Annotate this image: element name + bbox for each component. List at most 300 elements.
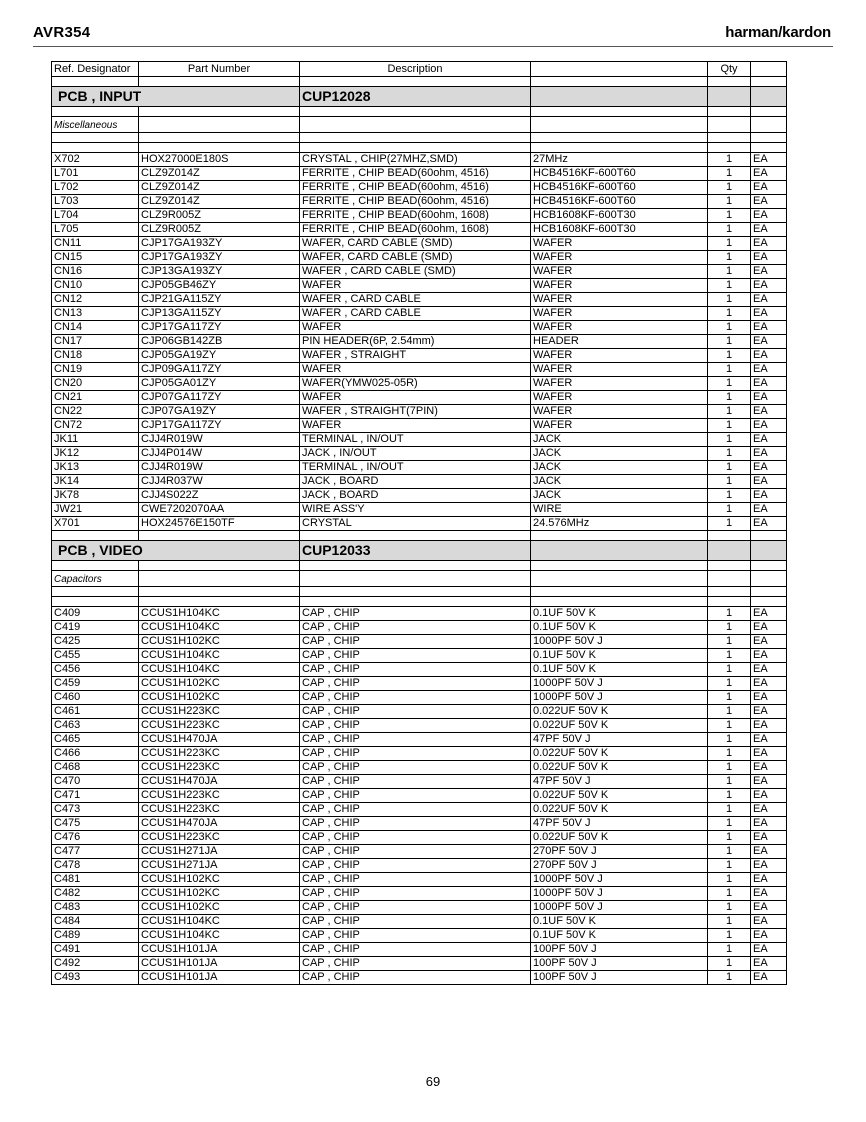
part-number-cell: CCUS1H470JA <box>139 775 300 789</box>
table-row <box>52 279 787 293</box>
part-number-cell: CCUS1H104KC <box>139 663 300 677</box>
description-cell: TERMINAL , IN/OUT <box>300 461 531 475</box>
empty-cell <box>300 133 531 143</box>
ref-designator-cell: C466 <box>52 747 139 761</box>
empty-cell <box>300 587 531 597</box>
empty-cell <box>708 107 751 117</box>
table-row <box>52 747 787 761</box>
table-row <box>52 195 787 209</box>
empty-cell <box>751 541 787 561</box>
description-cell: CAP , CHIP <box>300 957 531 971</box>
ref-designator-cell: CN17 <box>52 335 139 349</box>
spec-cell: HCB1608KF-600T30 <box>531 209 708 223</box>
qty-cell: 1 <box>708 335 751 349</box>
description-cell: WAFER <box>300 419 531 433</box>
empty-cell <box>708 143 751 153</box>
table-row <box>52 901 787 915</box>
unit-cell: EA <box>751 789 787 803</box>
empty-cell <box>708 117 751 133</box>
table-row <box>52 803 787 817</box>
col-description: Description <box>300 62 531 77</box>
description-cell: CAP , CHIP <box>300 943 531 957</box>
spacer-row <box>52 597 787 607</box>
unit-cell: EA <box>751 733 787 747</box>
qty-cell: 1 <box>708 831 751 845</box>
spec-cell: 0.022UF 50V K <box>531 761 708 775</box>
empty-cell <box>708 531 751 541</box>
ref-designator-cell: CN14 <box>52 321 139 335</box>
description-cell: CAP , CHIP <box>300 663 531 677</box>
part-number-cell: CCUS1H102KC <box>139 691 300 705</box>
description-cell: CAP , CHIP <box>300 817 531 831</box>
part-number-cell: HOX27000E180S <box>139 153 300 167</box>
unit-cell: EA <box>751 971 787 985</box>
ref-designator-cell: C461 <box>52 705 139 719</box>
ref-designator-cell: C477 <box>52 845 139 859</box>
spec-cell: HEADER <box>531 335 708 349</box>
unit-cell: EA <box>751 223 787 237</box>
table-row <box>52 733 787 747</box>
table-row <box>52 321 787 335</box>
part-number-cell: CJP17GA117ZY <box>139 321 300 335</box>
unit-cell: EA <box>751 621 787 635</box>
table-row <box>52 663 787 677</box>
table-row <box>52 223 787 237</box>
empty-cell <box>531 561 708 571</box>
table-row <box>52 873 787 887</box>
ref-designator-cell: CN15 <box>52 251 139 265</box>
part-number-cell: CCUS1H223KC <box>139 789 300 803</box>
table-row <box>52 475 787 489</box>
unit-cell: EA <box>751 719 787 733</box>
qty-cell: 1 <box>708 153 751 167</box>
description-cell: CRYSTAL , CHIP(27MHZ,SMD) <box>300 153 531 167</box>
part-number-cell: CJP06GB142ZB <box>139 335 300 349</box>
ref-designator-cell: JW21 <box>52 503 139 517</box>
part-number-cell: CCUS1H470JA <box>139 817 300 831</box>
ref-designator-cell: CN10 <box>52 279 139 293</box>
ref-designator-cell: CN21 <box>52 391 139 405</box>
part-number-cell: CCUS1H470JA <box>139 733 300 747</box>
spec-cell: JACK <box>531 433 708 447</box>
part-number-cell: CCUS1H104KC <box>139 621 300 635</box>
table-row <box>52 831 787 845</box>
part-number-cell: CCUS1H223KC <box>139 761 300 775</box>
ref-designator-cell: C473 <box>52 803 139 817</box>
table-row <box>52 691 787 705</box>
table-row <box>52 419 787 433</box>
ref-designator-cell: JK13 <box>52 461 139 475</box>
spec-cell: 0.1UF 50V K <box>531 649 708 663</box>
part-number-cell: CCUS1H101JA <box>139 957 300 971</box>
spec-cell: WAFER <box>531 279 708 293</box>
section-header-row <box>52 87 787 107</box>
spec-cell: JACK <box>531 489 708 503</box>
unit-cell: EA <box>751 873 787 887</box>
part-number-cell: CCUS1H104KC <box>139 649 300 663</box>
empty-cell <box>300 571 531 587</box>
empty-cell <box>52 107 139 117</box>
unit-cell: EA <box>751 419 787 433</box>
spec-cell: 0.022UF 50V K <box>531 789 708 803</box>
unit-cell: EA <box>751 391 787 405</box>
description-cell: CAP , CHIP <box>300 761 531 775</box>
empty-cell <box>531 587 708 597</box>
description-cell: JACK , BOARD <box>300 489 531 503</box>
part-number-cell: CJP13GA115ZY <box>139 307 300 321</box>
ref-designator-cell: L704 <box>52 209 139 223</box>
description-cell: CAP , CHIP <box>300 859 531 873</box>
spec-cell: 270PF 50V J <box>531 845 708 859</box>
empty-cell <box>52 143 139 153</box>
unit-cell: EA <box>751 817 787 831</box>
part-number-cell: CCUS1H101JA <box>139 943 300 957</box>
qty-cell: 1 <box>708 803 751 817</box>
spec-cell: 0.1UF 50V K <box>531 663 708 677</box>
empty-cell <box>751 133 787 143</box>
ref-designator-cell: C471 <box>52 789 139 803</box>
ref-designator-cell: C460 <box>52 691 139 705</box>
qty-cell: 1 <box>708 677 751 691</box>
table-row <box>52 705 787 719</box>
table-row <box>52 887 787 901</box>
unit-cell: EA <box>751 691 787 705</box>
empty-cell <box>52 531 139 541</box>
empty-cell <box>300 597 531 607</box>
unit-cell: EA <box>751 475 787 489</box>
unit-cell: EA <box>751 279 787 293</box>
spec-cell: 100PF 50V J <box>531 971 708 985</box>
unit-cell: EA <box>751 635 787 649</box>
qty-cell: 1 <box>708 901 751 915</box>
spacer-row <box>52 77 787 87</box>
empty-cell <box>300 531 531 541</box>
empty-cell <box>751 117 787 133</box>
spec-cell: 0.1UF 50V K <box>531 929 708 943</box>
table-row <box>52 181 787 195</box>
table-row <box>52 957 787 971</box>
table-row <box>52 503 787 517</box>
table-row <box>52 859 787 873</box>
subsection-title: Capacitors <box>52 571 139 587</box>
ref-designator-cell: CN22 <box>52 405 139 419</box>
spec-cell: WAFER <box>531 391 708 405</box>
qty-cell: 1 <box>708 363 751 377</box>
unit-cell: EA <box>751 803 787 817</box>
qty-cell: 1 <box>708 195 751 209</box>
empty-cell <box>751 587 787 597</box>
spec-cell: 100PF 50V J <box>531 943 708 957</box>
unit-cell: EA <box>751 153 787 167</box>
unit-cell: EA <box>751 363 787 377</box>
part-number-cell: CCUS1H102KC <box>139 887 300 901</box>
table-row <box>52 363 787 377</box>
part-number-cell: CCUS1H271JA <box>139 859 300 873</box>
qty-cell: 1 <box>708 293 751 307</box>
unit-cell: EA <box>751 349 787 363</box>
ref-designator-cell: X702 <box>52 153 139 167</box>
description-cell: FERRITE , CHIP BEAD(60ohm, 4516) <box>300 181 531 195</box>
description-cell: FERRITE , CHIP BEAD(60ohm, 1608) <box>300 209 531 223</box>
ref-designator-cell: CN18 <box>52 349 139 363</box>
section-part-number: CUP12033 <box>300 541 531 561</box>
empty-cell <box>708 597 751 607</box>
unit-cell: EA <box>751 761 787 775</box>
part-number-cell: CCUS1H102KC <box>139 901 300 915</box>
part-number-cell: CCUS1H104KC <box>139 929 300 943</box>
unit-cell: EA <box>751 167 787 181</box>
parts-table-body <box>52 62 787 985</box>
unit-cell: EA <box>751 845 787 859</box>
unit-cell: EA <box>751 649 787 663</box>
table-row <box>52 775 787 789</box>
ref-designator-cell: C425 <box>52 635 139 649</box>
ref-designator-cell: C455 <box>52 649 139 663</box>
unit-cell: EA <box>751 957 787 971</box>
unit-cell: EA <box>751 517 787 531</box>
spec-cell: JACK <box>531 475 708 489</box>
empty-cell <box>531 531 708 541</box>
empty-cell <box>708 133 751 143</box>
part-number-cell: CCUS1H223KC <box>139 803 300 817</box>
table-row <box>52 391 787 405</box>
subsection-row <box>52 571 787 587</box>
spec-cell: 0.022UF 50V K <box>531 705 708 719</box>
part-number-cell: CCUS1H102KC <box>139 873 300 887</box>
part-number-cell: CJJ4R019W <box>139 461 300 475</box>
ref-designator-cell: C409 <box>52 607 139 621</box>
spec-cell: JACK <box>531 461 708 475</box>
column-header-row <box>52 62 787 77</box>
qty-cell: 1 <box>708 873 751 887</box>
ref-designator-cell: C456 <box>52 663 139 677</box>
table-row <box>52 635 787 649</box>
empty-cell <box>139 77 300 87</box>
empty-cell <box>531 133 708 143</box>
ref-designator-cell: C492 <box>52 957 139 971</box>
empty-cell <box>531 77 708 87</box>
qty-cell: 1 <box>708 859 751 873</box>
empty-cell <box>751 143 787 153</box>
empty-cell <box>300 143 531 153</box>
qty-cell: 1 <box>708 237 751 251</box>
spec-cell: WAFER <box>531 293 708 307</box>
table-row <box>52 447 787 461</box>
description-cell: JACK , BOARD <box>300 475 531 489</box>
qty-cell: 1 <box>708 649 751 663</box>
empty-cell <box>708 87 751 107</box>
spec-cell: HCB1608KF-600T30 <box>531 223 708 237</box>
table-row <box>52 237 787 251</box>
unit-cell: EA <box>751 461 787 475</box>
part-number-cell: CJP05GA01ZY <box>139 377 300 391</box>
empty-cell <box>531 117 708 133</box>
unit-cell: EA <box>751 901 787 915</box>
qty-cell: 1 <box>708 405 751 419</box>
col-qty: Qty <box>708 62 751 77</box>
unit-cell: EA <box>751 705 787 719</box>
qty-cell: 1 <box>708 391 751 405</box>
section-header-row <box>52 541 787 561</box>
unit-cell: EA <box>751 405 787 419</box>
description-cell: CAP , CHIP <box>300 677 531 691</box>
unit-cell: EA <box>751 747 787 761</box>
part-number-cell: CCUS1H223KC <box>139 705 300 719</box>
description-cell: CAP , CHIP <box>300 901 531 915</box>
description-cell: CAP , CHIP <box>300 971 531 985</box>
description-cell: CAP , CHIP <box>300 649 531 663</box>
spec-cell: WIRE <box>531 503 708 517</box>
unit-cell: EA <box>751 503 787 517</box>
part-number-cell: CJP09GA117ZY <box>139 363 300 377</box>
ref-designator-cell: C468 <box>52 761 139 775</box>
ref-designator-cell: C478 <box>52 859 139 873</box>
qty-cell: 1 <box>708 461 751 475</box>
part-number-cell: CCUS1H223KC <box>139 719 300 733</box>
part-number-cell: HOX24576E150TF <box>139 517 300 531</box>
subsection-title: Miscellaneous <box>52 117 139 133</box>
table-row <box>52 307 787 321</box>
spec-cell: 47PF 50V J <box>531 817 708 831</box>
empty-cell <box>531 571 708 587</box>
empty-cell <box>751 87 787 107</box>
model-title: AVR354 <box>33 24 91 41</box>
qty-cell: 1 <box>708 503 751 517</box>
unit-cell: EA <box>751 929 787 943</box>
description-cell: WAFER, CARD CABLE (SMD) <box>300 251 531 265</box>
description-cell: CRYSTAL <box>300 517 531 531</box>
description-cell: CAP , CHIP <box>300 789 531 803</box>
part-number-cell: CCUS1H223KC <box>139 747 300 761</box>
subsection-row <box>52 117 787 133</box>
spec-cell: 27MHz <box>531 153 708 167</box>
spec-cell: 1000PF 50V J <box>531 901 708 915</box>
ref-designator-cell: C491 <box>52 943 139 957</box>
qty-cell: 1 <box>708 181 751 195</box>
table-row <box>52 943 787 957</box>
qty-cell: 1 <box>708 223 751 237</box>
empty-cell <box>300 561 531 571</box>
table-row <box>52 789 787 803</box>
table-row <box>52 649 787 663</box>
empty-cell <box>708 571 751 587</box>
description-cell: CAP , CHIP <box>300 621 531 635</box>
empty-cell <box>139 133 300 143</box>
ref-designator-cell: C465 <box>52 733 139 747</box>
description-cell: WAFER , STRAIGHT(7PIN) <box>300 405 531 419</box>
qty-cell: 1 <box>708 943 751 957</box>
description-cell: CAP , CHIP <box>300 929 531 943</box>
ref-designator-cell: C463 <box>52 719 139 733</box>
ref-designator-cell: CN20 <box>52 377 139 391</box>
empty-cell <box>751 531 787 541</box>
qty-cell: 1 <box>708 915 751 929</box>
ref-designator-cell: L702 <box>52 181 139 195</box>
description-cell: FERRITE , CHIP BEAD(60ohm, 1608) <box>300 223 531 237</box>
col-ref-designator: Ref. Designator <box>52 62 139 77</box>
description-cell: WAFER , CARD CABLE <box>300 293 531 307</box>
description-cell: CAP , CHIP <box>300 747 531 761</box>
unit-cell: EA <box>751 915 787 929</box>
unit-cell: EA <box>751 663 787 677</box>
ref-designator-cell: C476 <box>52 831 139 845</box>
qty-cell: 1 <box>708 761 751 775</box>
table-row <box>52 293 787 307</box>
part-number-cell: CLZ9Z014Z <box>139 181 300 195</box>
table-row <box>52 621 787 635</box>
part-number-cell: CCUS1H102KC <box>139 635 300 649</box>
part-number-cell: CCUS1H104KC <box>139 607 300 621</box>
unit-cell: EA <box>751 251 787 265</box>
qty-cell: 1 <box>708 775 751 789</box>
description-cell: WAFER, CARD CABLE (SMD) <box>300 237 531 251</box>
unit-cell: EA <box>751 293 787 307</box>
part-number-cell: CJP05GB46ZY <box>139 279 300 293</box>
page-number: 69 <box>425 1074 441 1089</box>
qty-cell: 1 <box>708 475 751 489</box>
empty-cell <box>751 561 787 571</box>
table-row <box>52 517 787 531</box>
spec-cell: WAFER <box>531 251 708 265</box>
description-cell: WAFER <box>300 279 531 293</box>
description-cell: CAP , CHIP <box>300 845 531 859</box>
table-row <box>52 761 787 775</box>
unit-cell: EA <box>751 607 787 621</box>
qty-cell: 1 <box>708 957 751 971</box>
empty-cell <box>708 541 751 561</box>
qty-cell: 1 <box>708 971 751 985</box>
table-row <box>52 349 787 363</box>
empty-cell <box>300 117 531 133</box>
spec-cell: 24.576MHz <box>531 517 708 531</box>
part-number-cell: CCUS1H223KC <box>139 831 300 845</box>
description-cell: CAP , CHIP <box>300 733 531 747</box>
spec-cell: 1000PF 50V J <box>531 691 708 705</box>
spec-cell: 47PF 50V J <box>531 775 708 789</box>
part-number-cell: CJP17GA117ZY <box>139 419 300 433</box>
description-cell: CAP , CHIP <box>300 831 531 845</box>
spec-cell: 0.022UF 50V K <box>531 719 708 733</box>
description-cell: FERRITE , CHIP BEAD(60ohm, 4516) <box>300 167 531 181</box>
header-divider <box>33 46 833 47</box>
part-number-cell: CCUS1H271JA <box>139 845 300 859</box>
table-row <box>52 209 787 223</box>
empty-cell <box>139 143 300 153</box>
unit-cell: EA <box>751 943 787 957</box>
table-row <box>52 915 787 929</box>
table-row <box>52 719 787 733</box>
empty-cell <box>52 133 139 143</box>
empty-cell <box>751 571 787 587</box>
spec-cell: 1000PF 50V J <box>531 677 708 691</box>
spacer-row <box>52 587 787 597</box>
parts-table <box>51 61 787 985</box>
unit-cell: EA <box>751 887 787 901</box>
empty-cell <box>52 597 139 607</box>
table-row <box>52 335 787 349</box>
spec-cell: 0.1UF 50V K <box>531 607 708 621</box>
ref-designator-cell: JK78 <box>52 489 139 503</box>
empty-cell <box>300 107 531 117</box>
ref-designator-cell: CN11 <box>52 237 139 251</box>
description-cell: WAFER <box>300 363 531 377</box>
part-number-cell: CWE7202070AA <box>139 503 300 517</box>
qty-cell: 1 <box>708 265 751 279</box>
ref-designator-cell: L705 <box>52 223 139 237</box>
qty-cell: 1 <box>708 489 751 503</box>
empty-cell <box>52 561 139 571</box>
ref-designator-cell: C489 <box>52 929 139 943</box>
